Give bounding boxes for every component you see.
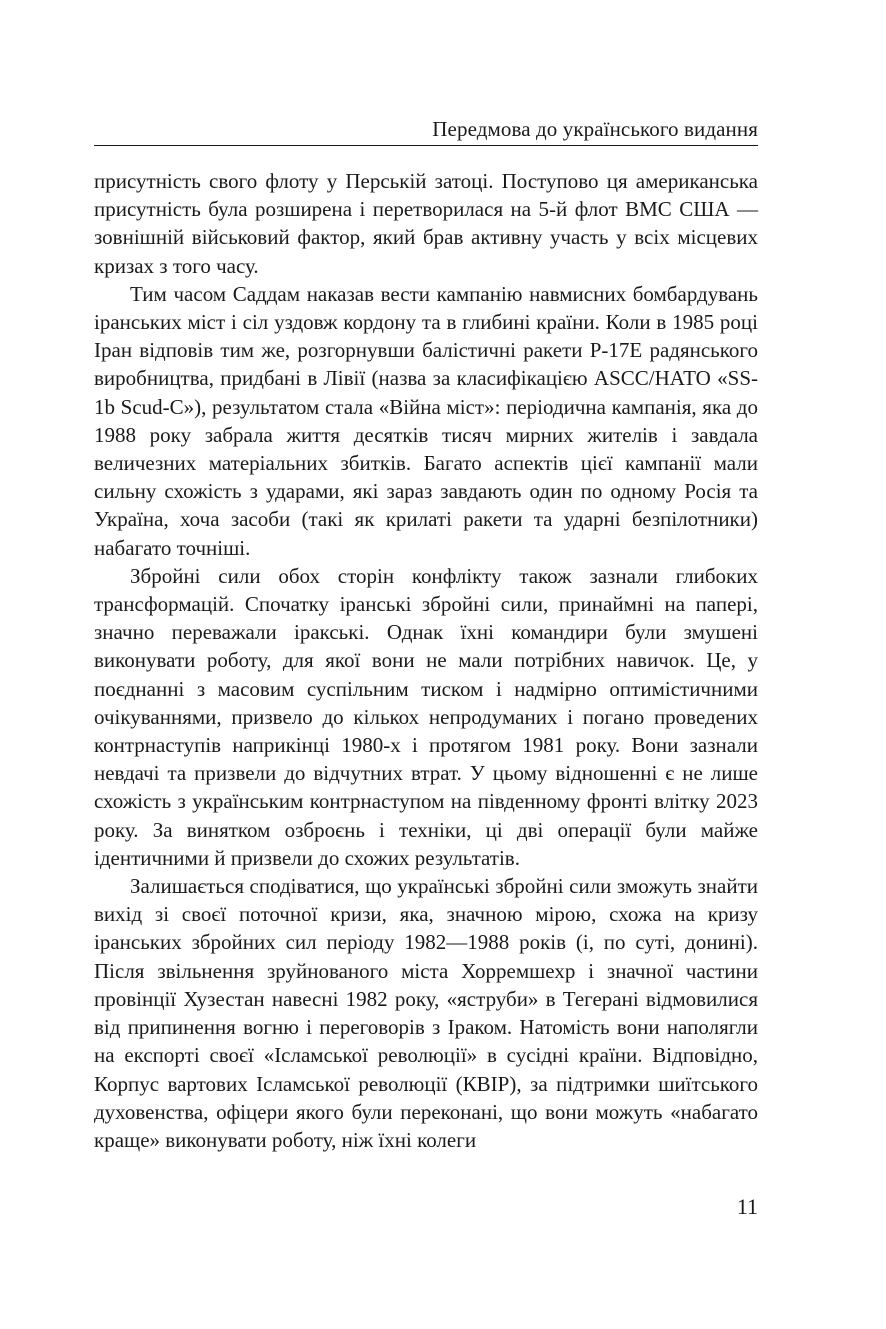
paragraph: присутність свого флоту у Перській затоці. Поступово ця американська присутність була розширена і перетворилася на 5-й флот ВМС США — зовнішній військовий фактор, який брав активну участь у всіх місцевих кризах з того часу. xyxy=(94,169,758,278)
page-number: 11 xyxy=(736,1194,758,1219)
paragraph: Залишається сподіватися, що українські збройні сили зможуть знайти вихід зі своєї поточної кризи, яка, значною мірою, схожа на кризу іранських збройних сил періоду 1982—1988 років (і, по суті, донині). Після звільнення зруйнованого міста Хорремшехр і значної частини провінції Хузестан навесні 1982 року, «яструби» в Тегерані відмовилися від припинення вогню і переговорів з Іраком. Натомість вони наполягли на експорті своєї «Ісламської революції» в сусідні країни. Відповідно, Корпус вартових Ісламської революції (КВІР), за підтримки шиїтського духовенства, офіцери якого були переконані, що вони можуть «набагато краще» виконувати роботу, ніж їхні колеги xyxy=(94,874,758,1152)
paragraph: Тим часом Саддам наказав вести кампанію навмисних бомбардувань іранських міст і сіл уздовж кордону та в глибині країни. Коли в 1985 році Іран відповів тим же, розгорнувши балістичні ракети Р-17Е радянського виробництва, придбані в Лівії (назва за класифікацією ASCC/НАТО «SS-1b Scud-С»), результатом стала «Війна міст»: періодична кампанія, яка до 1988 року забрала життя десятків тисяч мирних жителів і завдала величезних матеріальних збитків. Багато аспектів цієї кампанії мали сильну схожість з ударами, які зараз завдають один по одному Росія та Україна, хоча засоби (такі як крилаті ракети та ударні безпілотники) набагато точніші. xyxy=(94,281,758,560)
body-text xyxy=(94,167,758,1154)
header-rule xyxy=(94,145,758,146)
paragraph: Збройні сили обох сторін конфлікту також зазнали глибоких трансформацій. Спочатку іранські збройні сили, принаймні на папері, значно переважали іракські. Однак їхні командири були змушені виконувати роботу, для якої вони не мали потрібних навичок. Це, у поєднанні з масовим суспільним тиском і надмірно оптимістичними очікуваннями, призвело до кількох непродуманих і погано проведених контрнаступів наприкінці 1980-х і протягом 1981 року. Вони зазнали невдачі та призвели до відчутних втрат. У цьому відношенні є не лише схожість з українським контрнаступом на південному фронті влітку 2023 року. За винятком озброєнь і техніки, ці дві операції були майже ідентичними й призвели до схожих результатів. xyxy=(94,563,758,870)
running-head: Передмова до українського видання xyxy=(432,117,758,141)
